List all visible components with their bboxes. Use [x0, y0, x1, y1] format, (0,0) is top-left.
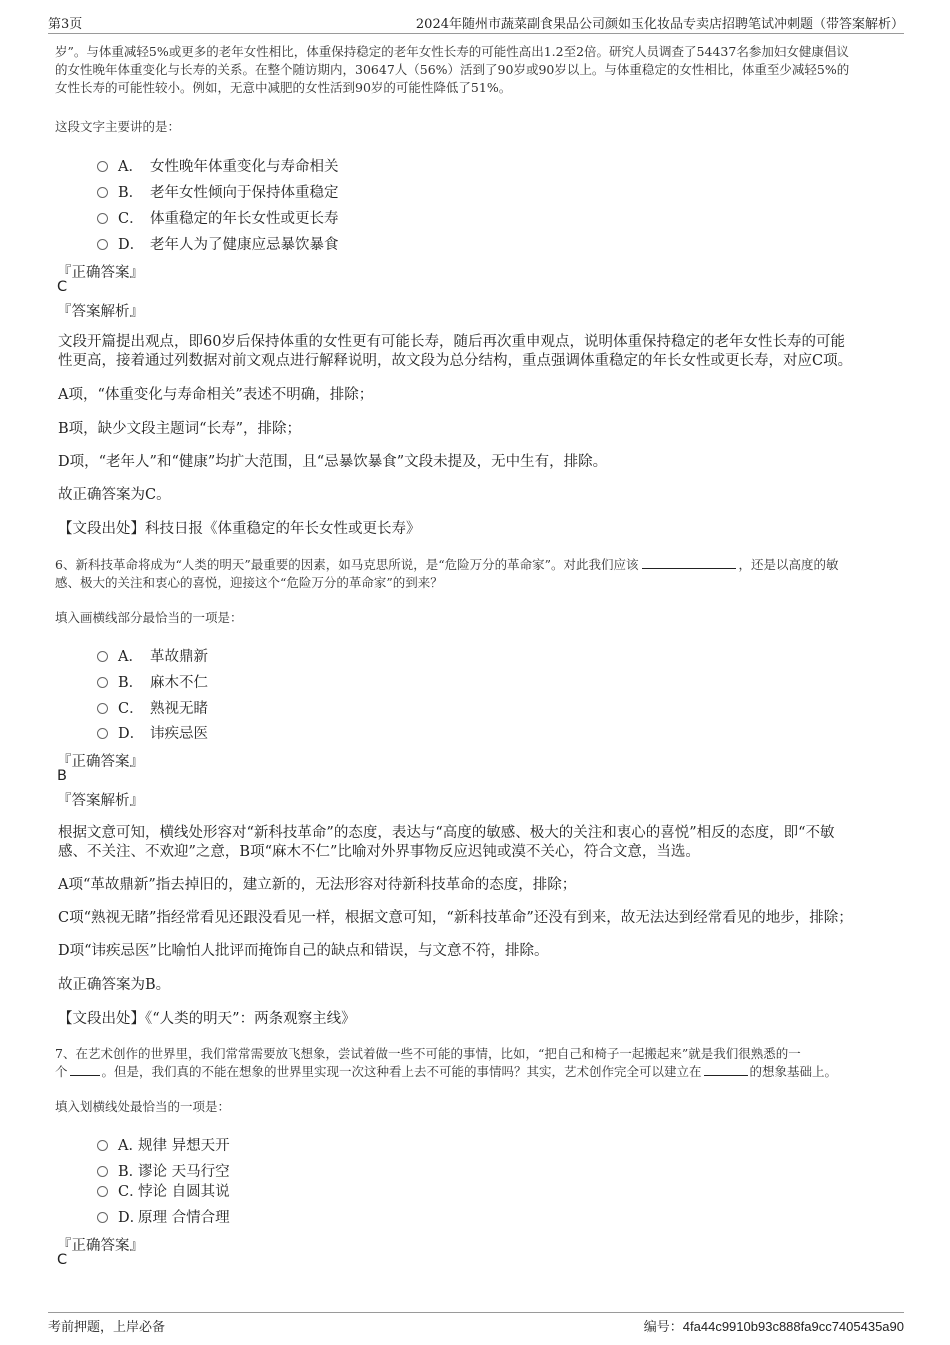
q5-point-d: D项，“老年人”和“健康”均扩大范围，且“忌暴饮暴食”文段未提及，无中生有，排除。 — [58, 454, 608, 470]
q5-option-d[interactable]: D． 老年人为了健康应忌暴饮暴食 — [97, 233, 339, 254]
q5-passage-line: 女性长寿的可能性较小。例如，无意中减肥的女性活到90岁的可能性降低了51%。 — [55, 80, 512, 95]
q5-conclusion: 故正确答案为C。 — [58, 487, 171, 503]
q6-blank — [642, 556, 736, 569]
q6-stem — [55, 556, 915, 592]
q6-analysis-label: 『答案解析』 — [57, 793, 144, 809]
q7-option-b[interactable]: B．谬论 天马行空 — [97, 1160, 230, 1181]
q5-answer-label: 『正确答案』 — [57, 265, 144, 281]
q6-option-a[interactable]: A． 革故鼎新 — [97, 645, 208, 666]
q5-analysis-line: 文段开篇提出观点，即60岁后保持体重的女性更有可能长寿，随后再次重申观点，说明体重保持稳定的老年女性长寿的可能 — [58, 334, 845, 350]
document-title: 2024年随州市蔬菜副食果品公司颜如玉化妆品专卖店招聘笔试冲刺题（带答案解析） — [415, 17, 904, 32]
page-number: 第3页 — [48, 17, 83, 32]
q5-point-a: A项，“体重变化与寿命相关”表述不明确，排除； — [58, 387, 374, 403]
q6-point-d: D项“讳疾忌医”比喻怕人批评而掩饰自己的缺点和错误，与文意不符，排除。 — [58, 943, 549, 959]
radio-icon[interactable] — [97, 1166, 108, 1177]
radio-icon[interactable] — [97, 728, 108, 739]
q7-blank-1 — [70, 1063, 100, 1076]
footer-code-label: 编号： — [643, 1320, 683, 1335]
q7-prompt: 填入划横线处最恰当的一项是： — [55, 1099, 231, 1114]
q7-answer-label: 『正确答案』 — [57, 1238, 144, 1254]
q6-answer: B — [57, 768, 67, 784]
q5-analysis — [58, 333, 918, 371]
q7-stem-text: 个 — [55, 1064, 68, 1079]
q6-point-c: C项“熟视无睹”指经常看见还跟没看见一样，根据文意可知，“新科技革命”还没有到来，故无法达到经常看见的地步，排除； — [58, 910, 853, 926]
radio-icon[interactable] — [97, 1140, 108, 1151]
q5-option-b[interactable]: B． 老年女性倾向于保持体重稳定 — [97, 181, 339, 202]
radio-icon[interactable] — [97, 239, 108, 250]
q6-analysis-line: 感、不关注、不欢迎”之意，B项“麻木不仁”比喻对外界事物反应迟钝或漠不关心，符合文意，当选。 — [58, 844, 700, 860]
footer-code — [644, 1316, 904, 1335]
q5-source: 【文段出处】科技日报《体重稳定的年长女性或更长寿》 — [58, 521, 421, 537]
q6-analysis-line: 根据文意可知，横线处形容对“新科技革命”的态度，表达与“高度的敏感、极大的关注和衷心的喜悦”相反的态度，即“不敏 — [58, 825, 835, 841]
q5-passage — [55, 43, 915, 97]
radio-icon[interactable] — [97, 187, 108, 198]
footer-slogan: 考前押题，上岸必备 — [48, 1320, 166, 1335]
q6-option-d[interactable]: D． 讳疾忌医 — [97, 722, 208, 743]
q7-stem-text: 的想象基础上。 — [749, 1064, 838, 1079]
radio-icon[interactable] — [97, 213, 108, 224]
radio-icon[interactable] — [97, 677, 108, 688]
q7-blank-2 — [704, 1063, 748, 1076]
q6-stem-text: ，还是以高度的敏 — [738, 557, 839, 572]
q7-stem — [55, 1045, 915, 1081]
q5-passage-line: 的女性晚年体重变化与长寿的关系。在整个随访期内，30647人（56%）活到了90岁或90岁以上。与体重稳定的女性相比，体重至少减轻5%的 — [55, 62, 850, 77]
q6-source: 【文段出处】《“人类的明天”：两条观察主线》 — [58, 1011, 356, 1027]
q7-option-c[interactable]: C．悖论 自圆其说 — [97, 1180, 230, 1201]
q7-answer: C — [57, 1252, 68, 1268]
q6-option-c[interactable]: C． 熟视无睹 — [97, 697, 208, 718]
q6-prompt: 填入画横线部分最恰当的一项是： — [55, 610, 243, 625]
q6-stem-text: 6、新科技革命将成为“人类的明天”最重要的因素，如马克思所说，是“危险万分的革命家”。对此我们应该 — [55, 557, 639, 572]
q6-stem-text: 感、极大的关注和衷心的喜悦，迎接这个“危险万分的革命家”的到来？ — [55, 575, 443, 590]
q5-answer: C — [57, 279, 68, 295]
q7-option-d[interactable]: D．原理 合情合理 — [97, 1206, 230, 1227]
radio-icon[interactable] — [97, 161, 108, 172]
radio-icon[interactable] — [97, 703, 108, 714]
q7-option-a[interactable]: A．规律 异想天开 — [97, 1134, 230, 1155]
q5-option-c[interactable]: C． 体重稳定的年长女性或更长寿 — [97, 207, 339, 228]
q5-analysis-line: 性更高，接着通过列数据对前文观点进行解释说明，故文段为总分结构，重点强调体重稳定的年长女性或更长寿，对应C项。 — [58, 353, 853, 369]
radio-icon[interactable] — [97, 651, 108, 662]
q6-option-b[interactable]: B． 麻木不仁 — [97, 671, 208, 692]
q5-passage-line: 岁”。与体重减轻5%或更多的老年女性相比，体重保持稳定的老年女性长寿的可能性高出1.2至2倍。研究人员调查了54437名参加妇女健康倡议 — [55, 44, 849, 59]
q5-prompt: 这段文字主要讲的是： — [55, 119, 181, 134]
q6-analysis — [58, 824, 918, 862]
q6-answer-label: 『正确答案』 — [57, 754, 144, 770]
radio-icon[interactable] — [97, 1186, 108, 1197]
q5-analysis-label: 『答案解析』 — [57, 304, 144, 320]
q7-stem-text: 7、在艺术创作的世界里，我们常常需要放飞想象，尝试着做一些不可能的事情，比如，“把自己和椅子一起搬起来”就是我们很熟悉的一 — [55, 1046, 801, 1061]
q7-stem-text: 。但是，我们真的不能在想象的世界里实现一次这种看上去不可能的事情吗？其实，艺术创作完全可以建立在 — [101, 1064, 702, 1079]
q6-conclusion: 故正确答案为B。 — [58, 977, 171, 993]
footer-rule — [48, 1312, 904, 1313]
q6-point-a: A项“革故鼎新”指去掉旧的，建立新的，无法形容对待新科技革命的态度，排除； — [58, 877, 577, 893]
header-rule — [48, 33, 904, 34]
radio-icon[interactable] — [97, 1212, 108, 1223]
q5-point-b: B项，缺少文段主题词“长寿”，排除； — [58, 421, 301, 437]
footer-code-value: 4fa44c9910b93c888fa9cc7405435a90 — [682, 1319, 904, 1334]
q5-option-a[interactable]: A． 女性晚年体重变化与寿命相关 — [97, 155, 339, 176]
